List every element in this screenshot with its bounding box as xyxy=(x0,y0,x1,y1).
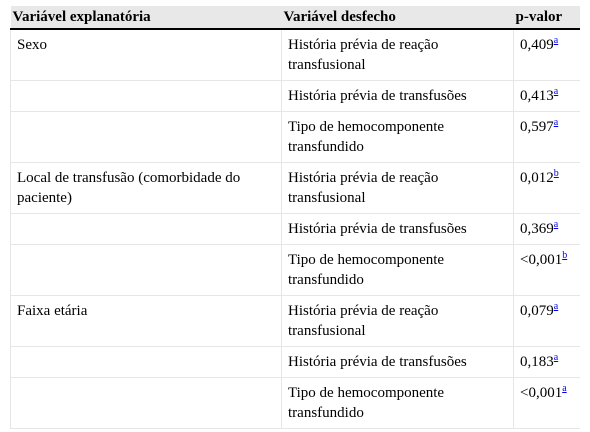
cell-outcome-variable: História prévia de transfusões xyxy=(282,81,514,112)
table-row xyxy=(11,378,581,429)
footnote-link[interactable]: b xyxy=(562,250,568,261)
header-row xyxy=(11,6,581,29)
cell-p-value xyxy=(514,112,581,163)
results-table-container xyxy=(10,6,580,432)
footnote-marker xyxy=(554,114,558,128)
table-row xyxy=(11,347,581,378)
cell-outcome-variable: Tipo de hemocomponente transfundido xyxy=(282,378,514,429)
table-row xyxy=(11,81,581,112)
p-value-text: 0,012 xyxy=(520,170,554,186)
p-value-text: <0,001 xyxy=(520,252,563,268)
table-row xyxy=(11,245,581,296)
footnote-link[interactable]: a xyxy=(553,86,559,97)
cell-outcome-variable: História prévia de reação transfusional xyxy=(282,296,514,347)
cell-explanatory-variable: Local de transfusão (comorbidade do paciente) xyxy=(11,163,282,214)
footnote-marker xyxy=(562,380,566,394)
header-outcome-variable: Variável desfecho xyxy=(282,6,514,29)
cell-p-value xyxy=(514,163,581,214)
cell-p-value xyxy=(514,296,581,347)
footnote-marker xyxy=(562,247,567,261)
cell-explanatory-variable xyxy=(11,378,282,429)
footnote-marker xyxy=(554,298,558,312)
cell-outcome-variable: História prévia de transfusões xyxy=(282,214,514,245)
cell-explanatory-variable: Sexo xyxy=(11,29,282,81)
cell-explanatory-variable xyxy=(11,214,282,245)
p-value-text: 0,369 xyxy=(520,221,554,237)
footnote-marker xyxy=(554,165,559,179)
cell-p-value xyxy=(514,347,581,378)
p-value-text: 0,409 xyxy=(520,37,554,53)
footnote-link[interactable]: b xyxy=(553,168,559,179)
footnote-link[interactable]: a xyxy=(553,35,559,46)
footnote-link[interactable]: a xyxy=(553,219,559,230)
p-value-text: <0,001 xyxy=(520,385,563,401)
footnote-link[interactable]: a xyxy=(562,383,567,394)
cell-explanatory-variable: Faixa etária xyxy=(11,296,282,347)
footnote-link[interactable]: a xyxy=(553,301,559,312)
footnote-link[interactable]: a xyxy=(553,117,559,128)
header-explanatory-variable: Variável explanatória xyxy=(11,6,282,29)
table-row xyxy=(11,214,581,245)
table-row xyxy=(11,163,581,214)
cell-p-value xyxy=(514,378,581,429)
cell-p-value xyxy=(514,214,581,245)
cell-outcome-variable: História prévia de reação transfusional xyxy=(282,29,514,81)
cell-explanatory-variable xyxy=(11,81,282,112)
cell-outcome-variable: Tipo de hemocomponente transfundido xyxy=(282,112,514,163)
table-row xyxy=(11,296,581,347)
p-value-text: 0,413 xyxy=(520,88,554,104)
cell-outcome-variable: História prévia de reação transfusional xyxy=(282,163,514,214)
cell-explanatory-variable xyxy=(11,347,282,378)
p-value-text: 0,183 xyxy=(520,354,554,370)
footnote-marker xyxy=(554,349,558,363)
results-table xyxy=(10,6,580,429)
cell-outcome-variable: História prévia de transfusões xyxy=(282,347,514,378)
header-p-value: p-valor xyxy=(514,6,581,29)
table-header xyxy=(11,6,581,29)
footnote-marker xyxy=(554,83,558,97)
cell-outcome-variable: Tipo de hemocomponente transfundido xyxy=(282,245,514,296)
p-value-text: 0,079 xyxy=(520,303,554,319)
table-body xyxy=(11,29,581,429)
cell-explanatory-variable xyxy=(11,112,282,163)
footnote-marker xyxy=(554,32,558,46)
cell-p-value xyxy=(514,81,581,112)
cell-explanatory-variable xyxy=(11,245,282,296)
footnote-link[interactable]: a xyxy=(553,352,559,363)
p-value-text: 0,597 xyxy=(520,119,554,135)
cell-p-value xyxy=(514,29,581,81)
cell-p-value xyxy=(514,245,581,296)
table-row xyxy=(11,112,581,163)
table-row xyxy=(11,29,581,81)
footnote-marker xyxy=(554,216,558,230)
